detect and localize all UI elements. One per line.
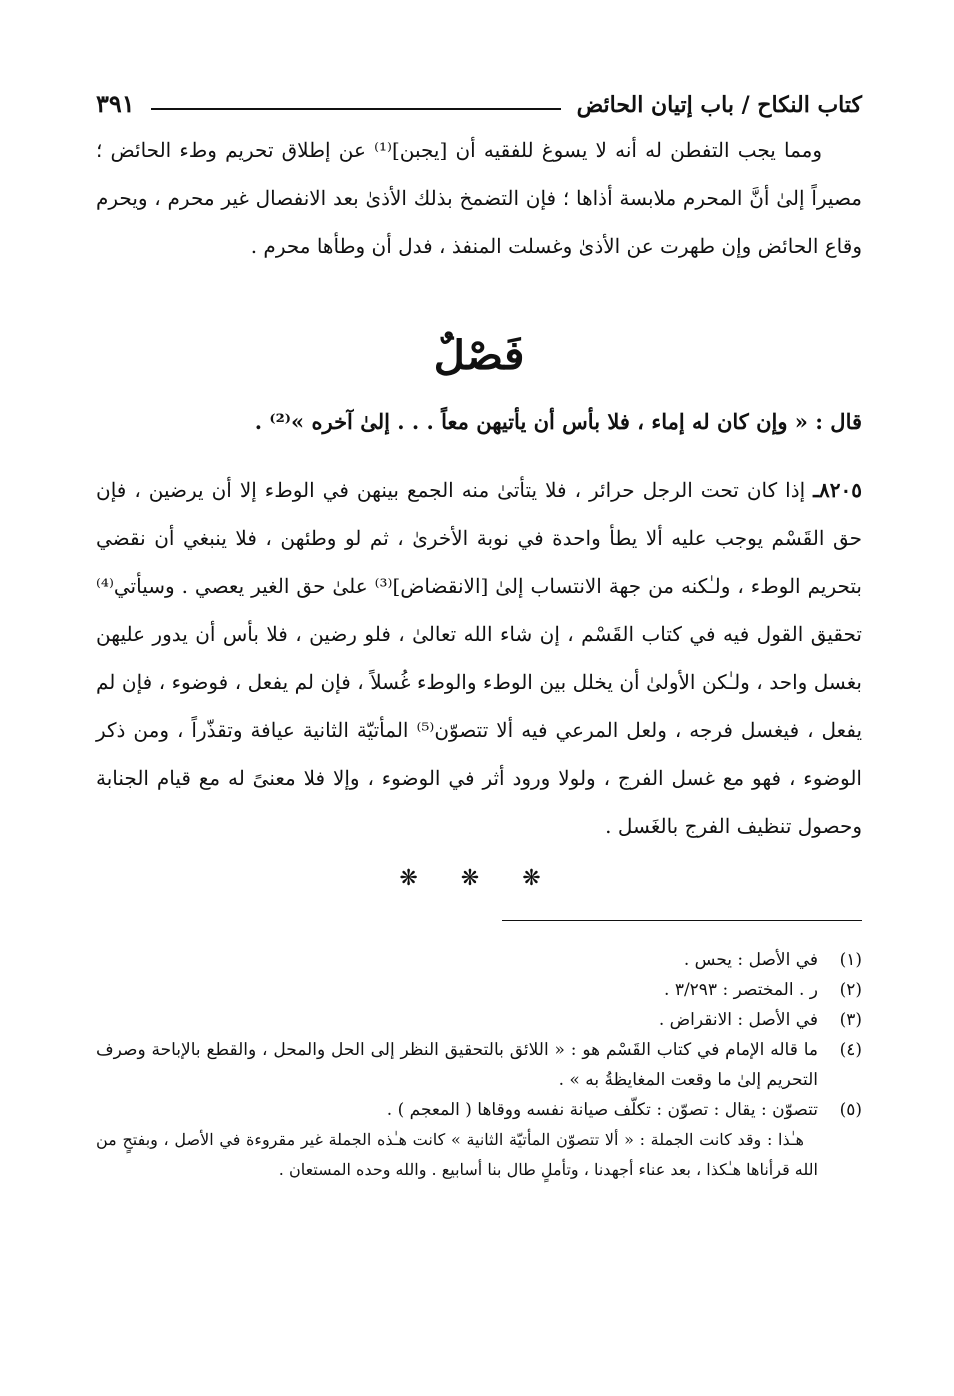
fasl-calligraphy: فَصْلٌ [433,332,525,379]
footnote [96,1095,862,1125]
section-separator: ❋ ❋ ❋ [399,866,559,891]
section-number: ٨٢٠٥ـ [813,478,862,502]
section-paragraph [96,466,862,850]
footnote [96,975,862,1005]
footnote [96,1005,862,1035]
footnote-text: ما قاله الإمام في كتاب القَسْم هو : « اللائق بالتحقيق النظر إلى الحل والمحل ، والقطع بالإباحة وصرف التحريم إلىٰ ما وقعت المغايظةُ به » . [96,1040,818,1090]
intro-paragraph: ومما يجب التفطن له أنه لا يسوغ للفقيه أن [يجبن]⁽¹⁾ عن إطلاق تحريم وطء الحائض ؛ مصيراً إلىٰ أنَّ المحرم ملابسة أذاها ؛ فإن التضمخ بذلك الأذىٰ بعد الانفصال غير محرم ، ويحرم وقاع الحائض وإن طهرت عن الأذىٰ وغسلت المنفذ ، فدل أن وطأها محرم . [96,138,862,258]
footnote-text: ر . المختصر : ٣/٢٩٣ . [664,980,818,1000]
footnote-note: هـٰذا : وقد كانت الجملة : « ألا تتصوّن المأتيّة الثانية » كانت هـٰذه الجملة غير مقروءة في الأصل ، وبفتحٍ من الله قرأناها هـٰكذا ، بعد عناء أجهدنا ، وتأملٍ طال بنا أسابيع . والله وحده المستعان . [96,1130,818,1179]
footnote-text: في الأصل : الانقراض . [658,1010,818,1030]
running-header [96,78,862,118]
footnote-text: في الأصل : يحس . [683,950,818,970]
footnote-number: (٢) [839,980,862,1000]
book-page [96,78,862,1185]
footnote-number: (٣) [839,1010,862,1030]
footnote-number: (٤) [839,1040,862,1060]
fasl-heading [96,318,862,394]
footnote [96,945,862,975]
quoted-heading: قال : « وإن كان له إماء ، فلا بأس أن يأتيهن معاً . . . إلىٰ آخره »⁽²⁾ . [254,409,862,434]
footnotes [96,945,862,1185]
header-rule [151,108,561,110]
footnote [96,1035,862,1095]
section-text: إذا كان تحت الرجل حرائر ، فلا يتأتىٰ منه الجمع بينهن في الوطء إلا أن يرضين ، فإن حق القَسْم يوجب عليه ألا يطأ واحدة في نوبة الأخرىٰ ، ثم لو وطئهن ، فلا ينبغي أن نقضي بتحريم الوطء ، ولـٰكنه من جهة الانتساب إلىٰ [الانقضاض]⁽³⁾ علىٰ حق الغير يعصي . وسيأتي⁽⁴⁾ تحقيق القول فيه في كتاب القَسْم ، إن شاء الله تعالىٰ ، فلو رضين ، فلا بأس أن يدور عليهن بغسل واحد ، ولـٰكن الأولىٰ أن يخلل بين الوطء والوطء غُسلاً ، فإن لم يفعل ، فوضوء ، فإن لم يفعل ، فيغسل فرجه ، ولعل المرعي فيه ألا تتصوّن⁽⁵⁾ المأتيّة الثانية عيافة وتقذّراً ، ومن ذكر الوضوء ، فهو مع غسل الفرج ، ولولا ورود أثر في الوضوء ، وإلا فلا معنىً له مع قيام الجنابة وحصول تنظيف الفرج بالغَسل . [96,478,863,838]
footnote-number: (٥) [839,1100,862,1120]
footnote-text: تتصوّن : يقال : تصوّن : تكلّف صيانة نفسه ووقاها ( المعجم ) . [386,1100,818,1120]
header-title: كتاب النكاح / باب إتيان الحائض [576,92,862,118]
page-number: ٣٩١ [96,89,135,118]
footnote-rule [502,920,862,921]
footnote-number: (١) [839,950,862,970]
